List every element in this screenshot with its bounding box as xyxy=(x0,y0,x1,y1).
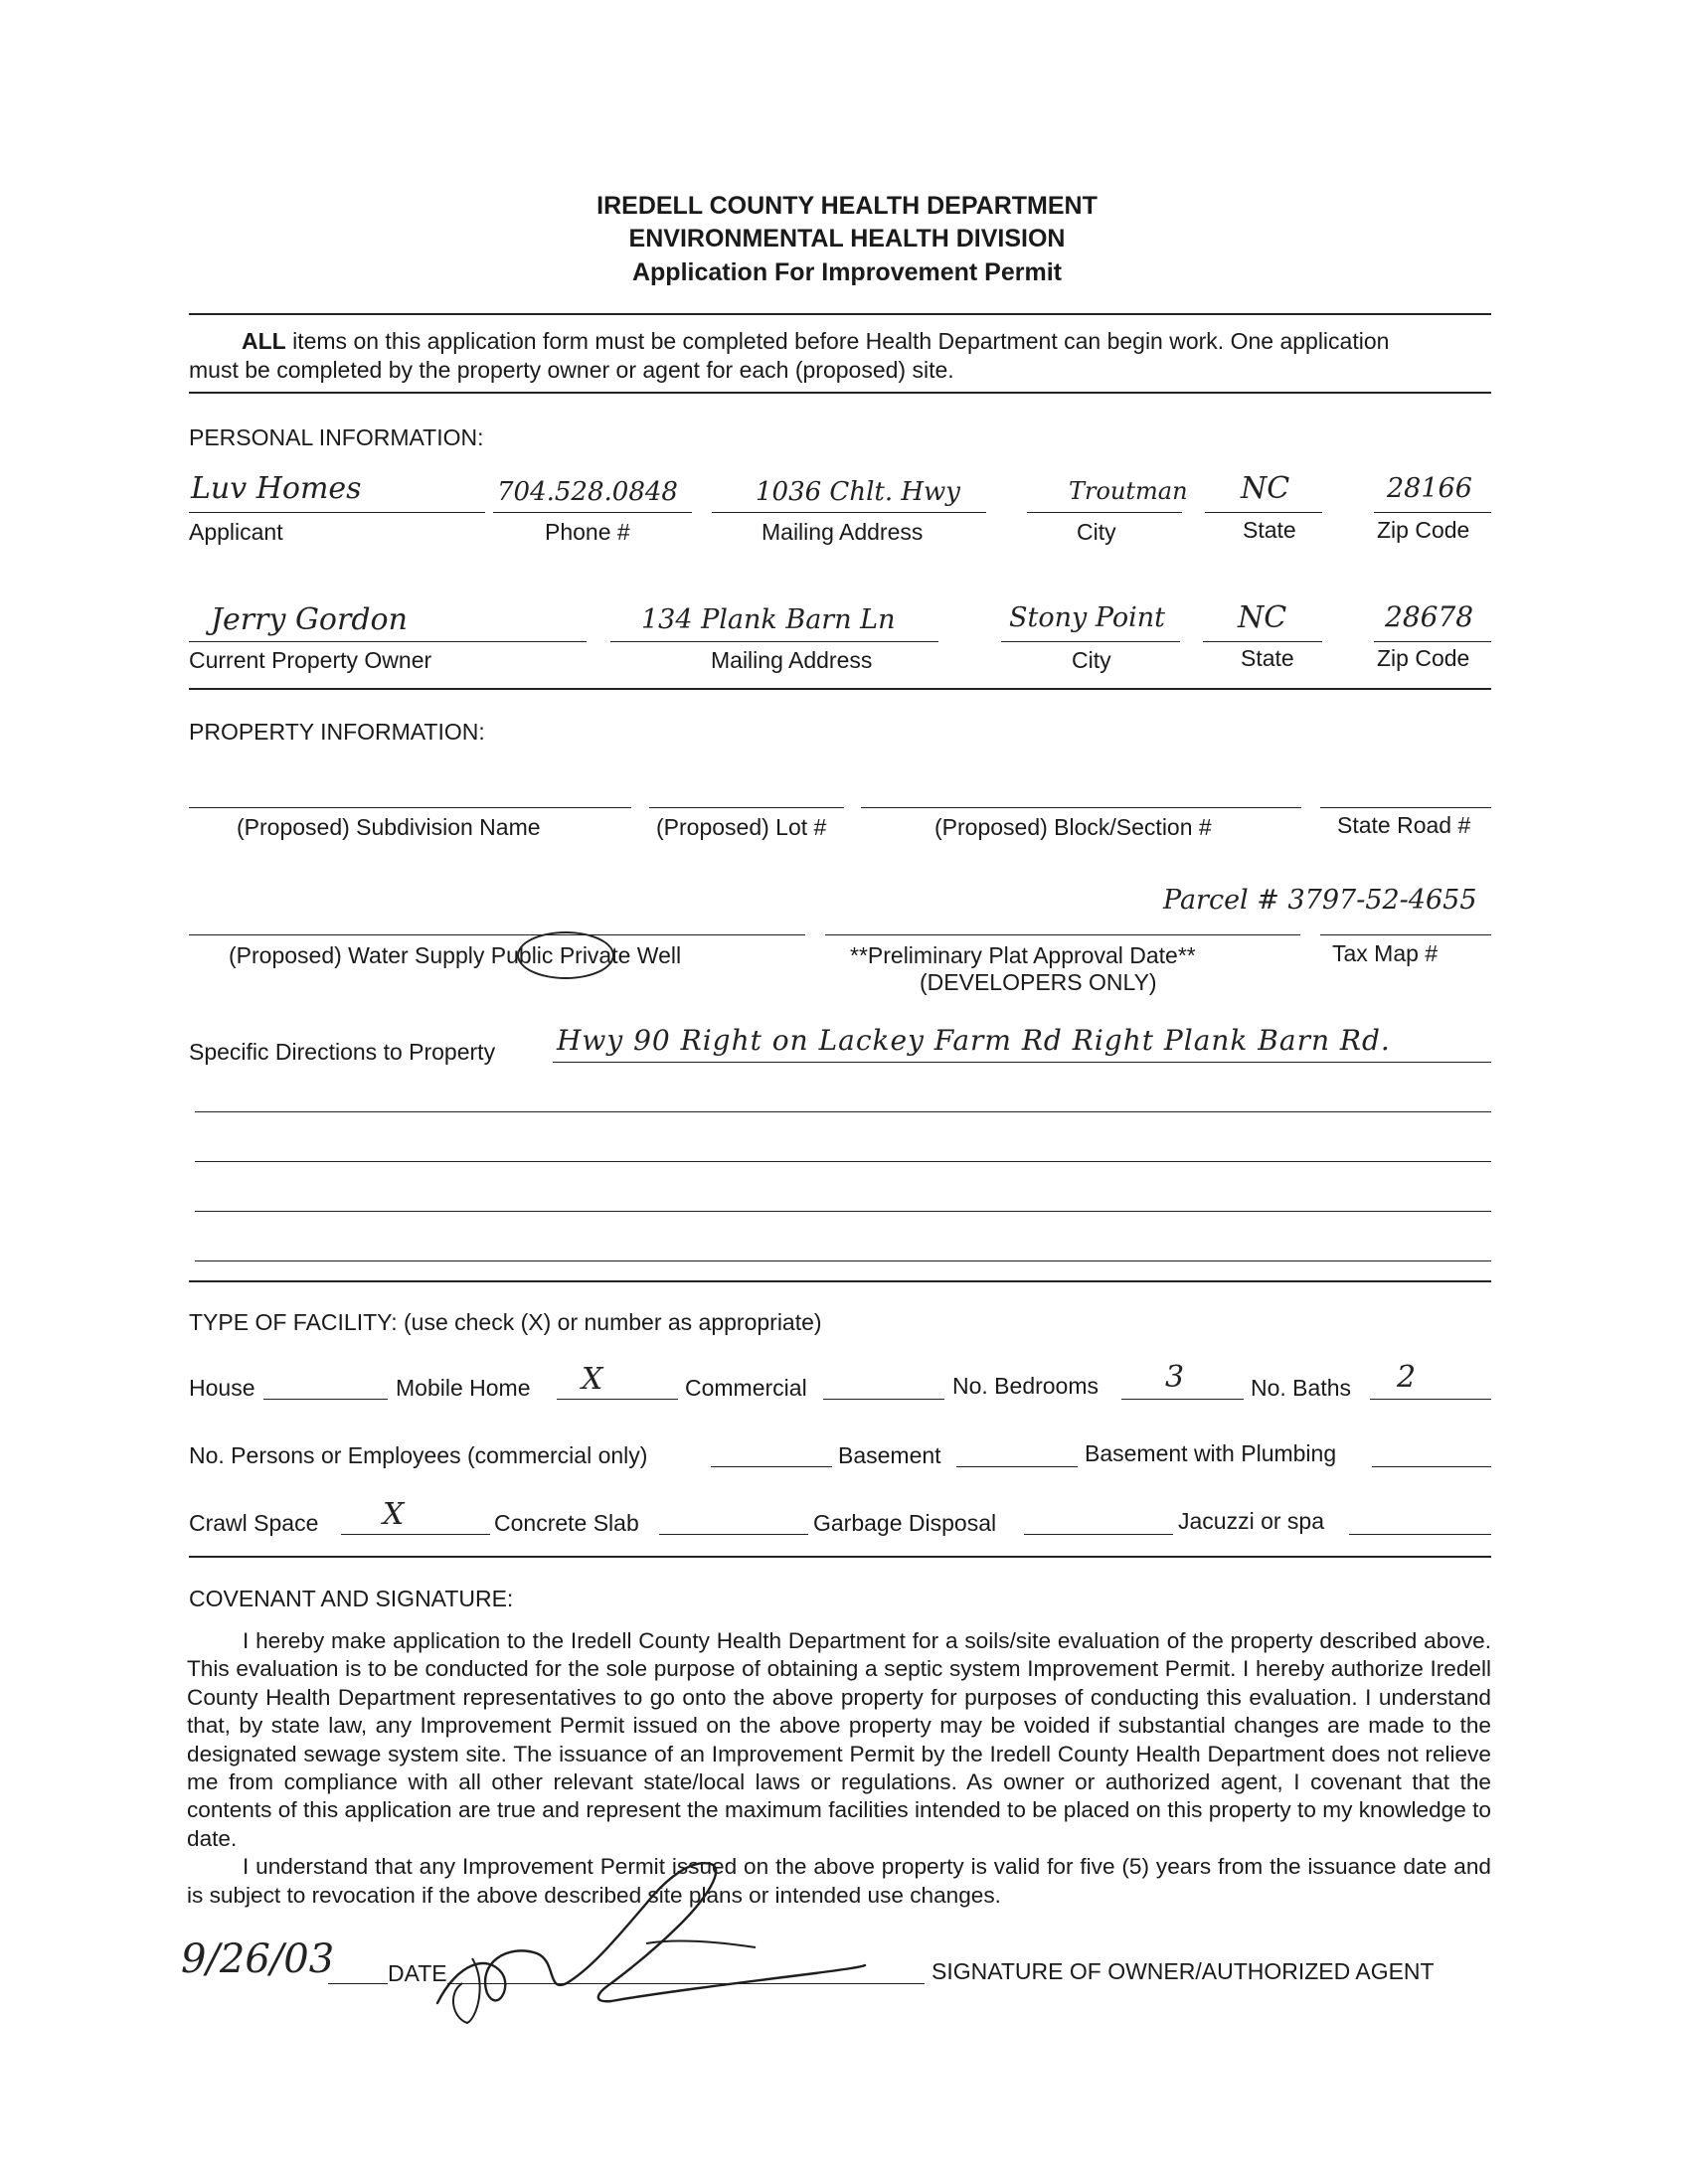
applicant-name-line xyxy=(189,512,485,513)
directions-line-3 xyxy=(195,1161,1491,1162)
concrete-slab-label: Concrete Slab xyxy=(494,1510,639,1536)
phone-label: Phone # xyxy=(545,519,630,545)
state-label: State xyxy=(1243,517,1296,543)
date-value: 9/26/03 xyxy=(181,1936,335,1982)
public-option: Public xyxy=(490,942,554,968)
applicant-city-value: Troutman xyxy=(1069,477,1188,505)
division-title: ENVIRONMENTAL HEALTH DIVISION xyxy=(628,225,1066,252)
intro-line-2: must be completed by the property owner or agent for each (proposed) site. xyxy=(189,357,954,383)
owner-address-value: 134 Plank Barn Ln xyxy=(641,604,896,635)
applicant-phone-line xyxy=(493,512,692,513)
subdivision-line xyxy=(189,807,631,808)
date-line xyxy=(328,1983,388,1984)
state-road-line xyxy=(1320,807,1491,808)
directions-line-2 xyxy=(195,1111,1491,1112)
concrete-slab-line xyxy=(659,1534,808,1535)
house-line xyxy=(263,1399,388,1400)
applicant-phone-value: 704.528.0848 xyxy=(497,477,678,507)
applicant-state-value: NC xyxy=(1241,471,1290,506)
tax-map-line xyxy=(1320,934,1491,935)
plat-approval-label: **Preliminary Plat Approval Date** xyxy=(850,942,1196,968)
developers-only-label: (DEVELOPERS ONLY) xyxy=(920,969,1157,995)
applicant-zip-line xyxy=(1374,512,1491,513)
divider xyxy=(189,392,1491,394)
block-section-line xyxy=(861,807,1301,808)
lot-label: (Proposed) Lot # xyxy=(656,814,827,840)
owner-name-value: Jerry Gordon xyxy=(211,602,408,637)
parcel-number-value: Parcel # 3797-52-4655 xyxy=(1163,885,1477,916)
directions-line-5 xyxy=(195,1260,1491,1261)
basement-line xyxy=(956,1466,1078,1467)
zip-code-label: Zip Code xyxy=(1377,517,1470,543)
bedrooms-value: 3 xyxy=(1165,1360,1185,1395)
water-supply-text: (Proposed) Water Supply xyxy=(229,942,485,968)
crawl-space-line xyxy=(341,1534,490,1535)
owner-zip-code-label: Zip Code xyxy=(1377,645,1470,671)
divider xyxy=(189,1280,1491,1282)
department-title: IREDELL COUNTY HEALTH DEPARTMENT xyxy=(596,192,1098,220)
mailing-address-label: Mailing Address xyxy=(762,519,924,545)
house-label: House xyxy=(189,1375,255,1401)
tax-map-label: Tax Map # xyxy=(1332,940,1439,966)
covenant-heading: COVENANT AND SIGNATURE: xyxy=(189,1586,514,1611)
owner-city-label: City xyxy=(1072,647,1111,673)
owner-city-line xyxy=(1001,641,1180,642)
owner-zip-line xyxy=(1374,641,1491,642)
bedrooms-line xyxy=(1121,1399,1244,1400)
covenant-paragraph-1: I hereby make application to the Iredell County Health Department for a soils/site evaluation of the property described above. This evaluation is to be conducted for the sole purpose of obtaining a septic system Improvement Permit. I hereby authorize Iredell County Health Department representatives to go onto the above property for purposes of conducting this evaluation. I understand that, by state law, any Improvement Permit issued on the above property may be voided if substantial changes are made to the designated sewage system site. The issuance of an Improvement Permit by the Iredell County Health Department does not relieve me from compliance with all other relevant state/local laws or regulations. As owner or authorized agent, I covenant that the contents of this application are true and represent the maximum facilities intended to be placed on this property to my knowledge to date. xyxy=(187,1628,1491,1851)
private-well-option: Private Well xyxy=(559,942,682,968)
owner-city-value: Stony Point xyxy=(1009,602,1166,633)
public-selected-circle xyxy=(517,931,614,979)
persons-line xyxy=(711,1466,832,1467)
commercial-line xyxy=(823,1399,944,1400)
intro-bold: ALL xyxy=(242,328,286,354)
mobile-home-line xyxy=(557,1399,678,1400)
current-property-owner-label: Current Property Owner xyxy=(189,647,432,673)
lot-line xyxy=(649,807,844,808)
directions-label: Specific Directions to Property xyxy=(189,1039,496,1065)
signature-label: SIGNATURE OF OWNER/AUTHORIZED AGENT xyxy=(932,1958,1435,1984)
crawl-space-value: X xyxy=(383,1497,405,1532)
owner-name-line xyxy=(189,641,587,642)
plat-approval-line xyxy=(825,934,1300,935)
property-info-heading: PROPERTY INFORMATION: xyxy=(189,719,485,745)
applicant-label: Applicant xyxy=(189,519,283,545)
garbage-disposal-line xyxy=(1024,1534,1173,1535)
directions-line-4 xyxy=(195,1211,1491,1212)
intro-text: items on this application form must be completed before Health Department can begin work. One application xyxy=(285,328,1390,354)
form-title: Application For Improvement Permit xyxy=(631,258,1062,286)
applicant-address-value: 1036 Chlt. Hwy xyxy=(756,477,960,507)
basement-plumbing-label: Basement with Plumbing xyxy=(1085,1440,1337,1466)
basement-label: Basement xyxy=(838,1442,941,1468)
city-label: City xyxy=(1077,519,1116,545)
divider xyxy=(189,1556,1491,1558)
covenant-paragraph-2: I understand that any Improvement Permit issued on the above property is valid for five (5) years from the issuance date and is subject to revocation if the above described site plans or intended use changes. xyxy=(187,1854,1491,1908)
persons-label: No. Persons or Employees (commercial only) xyxy=(189,1442,648,1468)
mobile-home-value: X xyxy=(582,1362,603,1397)
applicant-address-line xyxy=(712,512,986,513)
intro-line-1 xyxy=(242,328,1389,355)
subdivision-name-label: (Proposed) Subdivision Name xyxy=(237,814,541,840)
owner-state-value: NC xyxy=(1238,600,1287,635)
applicant-city-line xyxy=(1027,512,1182,513)
owner-zip-value: 28678 xyxy=(1385,600,1474,633)
applicant-name-value: Luv Homes xyxy=(191,471,362,506)
applicant-state-line xyxy=(1205,512,1322,513)
crawl-space-label: Crawl Space xyxy=(189,1510,319,1536)
owner-state-line xyxy=(1203,641,1322,642)
applicant-zip-value: 28166 xyxy=(1387,473,1472,504)
owner-state-label: State xyxy=(1241,645,1294,671)
commercial-label: Commercial xyxy=(685,1375,807,1401)
garbage-disposal-label: Garbage Disposal xyxy=(813,1510,997,1536)
personal-info-heading: PERSONAL INFORMATION: xyxy=(189,424,484,450)
baths-value: 2 xyxy=(1397,1360,1417,1395)
divider xyxy=(189,688,1491,690)
baths-line xyxy=(1370,1399,1491,1400)
mobile-home-label: Mobile Home xyxy=(396,1375,531,1401)
jacuzzi-label: Jacuzzi or spa xyxy=(1178,1508,1325,1534)
baths-label: No. Baths xyxy=(1251,1375,1351,1401)
jacuzzi-line xyxy=(1349,1534,1491,1535)
owner-mailing-address-label: Mailing Address xyxy=(711,647,873,673)
directions-line-1 xyxy=(553,1062,1491,1063)
divider xyxy=(189,313,1491,315)
directions-value: Hwy 90 Right on Lackey Farm Rd Right Plank Barn Rd. xyxy=(557,1024,1391,1057)
block-section-label: (Proposed) Block/Section # xyxy=(934,814,1212,840)
date-label: DATE xyxy=(388,1960,447,1986)
basement-plumbing-line xyxy=(1372,1466,1491,1467)
facility-heading: TYPE OF FACILITY: (use check (X) or number as appropriate) xyxy=(189,1309,822,1335)
state-road-label: State Road # xyxy=(1337,812,1471,838)
water-supply-line xyxy=(189,934,805,935)
bedrooms-label: No. Bedrooms xyxy=(952,1373,1100,1399)
owner-address-line xyxy=(610,641,938,642)
owner-signature xyxy=(418,1844,895,2028)
